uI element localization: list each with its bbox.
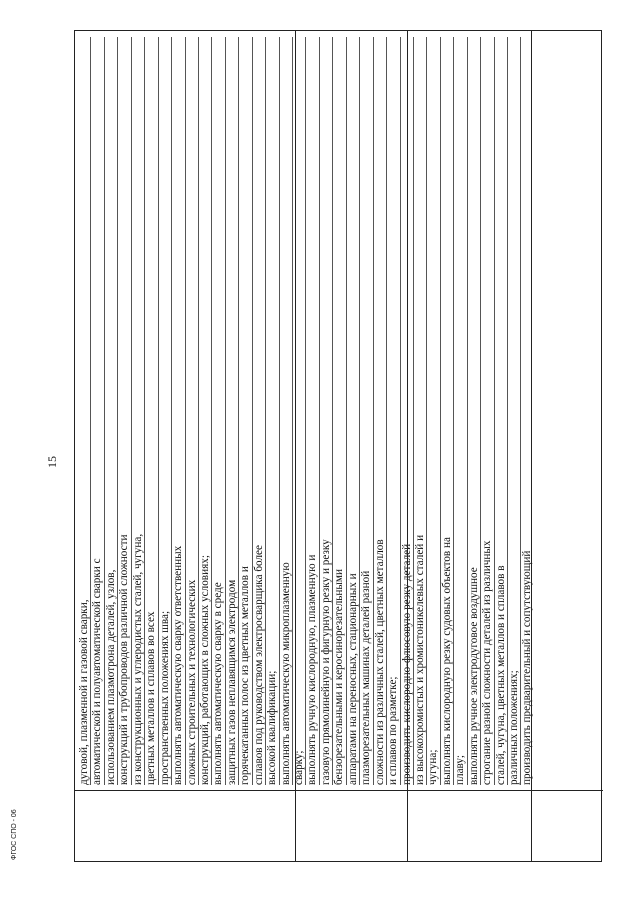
table-row-empty [531,31,603,861]
text-line: горячекатанных полос из цветных металлов и [239,37,252,785]
text-line: сталей, чугуна, цветных металлов и сплавов в [495,37,508,785]
text-line: конструкций, работающих в сложных условиях; [199,37,212,785]
text-line: чугуна; [427,37,440,785]
text-line: выполнять автоматическую сварку ответственных [172,37,185,785]
text-line: из конструкционных и углеродистых сталей, чугуна, [132,37,145,785]
text-line: аппаратами на переносных, стационарных и [347,37,360,785]
column-divider [296,790,407,791]
column-divider [408,790,531,791]
text-line: автоматической и полуавтоматической сварки с [91,37,104,785]
column-divider [75,790,295,791]
text-line: цветных металлов и сплавов во всех [145,37,158,785]
column-divider [532,790,603,791]
table-row-empty [295,31,407,861]
text-line: строгание разной сложности деталей из различных [481,37,494,785]
footer-code: ФГОС СПО - 06 [11,809,18,860]
page-number: 15 [45,456,59,468]
text-line: из высокохромистых и хромистоникелевых сталей и [414,37,427,785]
text-line: различных положениях; [508,37,521,785]
text-line: выполнять автоматическую сварку в среде [212,37,225,785]
table-row-empty [407,31,531,861]
text-line: высокой квалификации; [266,37,279,785]
text-line: газовую прямолинейную и фигурную резку и резку [320,37,333,785]
text-line: конструкций и трубопроводов различной сложности [118,37,131,785]
text-line: сплавов под руководством электросварщика более [253,37,266,785]
text-line: производить предварительный и сопутствующий [521,550,534,785]
text-line: и сплавов по разметке; [387,37,400,785]
text-line: сложности из различных сталей, цветных металлов [374,37,387,785]
text-line: защитных газов неплавящимся электродом [226,37,239,785]
text-line: пространственных положениях шва; [159,37,172,785]
text-line: производить кислородно-флюсовую резку деталей [401,37,414,785]
text-line: выполнять ручную кислородную, плазменную и [306,37,319,785]
text-line: выполнять кислородную резку судовых объектов на [441,37,454,785]
text-line: сложных строительных и технологических [186,37,199,785]
rotated-table-container [74,30,602,862]
text-line: плаву; [454,37,467,785]
table [74,30,602,862]
text-line: использованием плазмотрона деталей, узлов, [105,37,118,785]
text-line: выполнять автоматическую микроплазменную [280,37,293,785]
text-line: бензорезательными и керосинорезательными [333,37,346,785]
text-line: плазморезательных машинах деталей разной [360,37,373,785]
text-line: выполнять ручное электродуговое воздушное [468,37,481,785]
text-line: сварку; [293,37,306,785]
table-row-skills [75,31,534,861]
text-line: дуговой, плазменной и газовой сварки, [78,37,91,785]
